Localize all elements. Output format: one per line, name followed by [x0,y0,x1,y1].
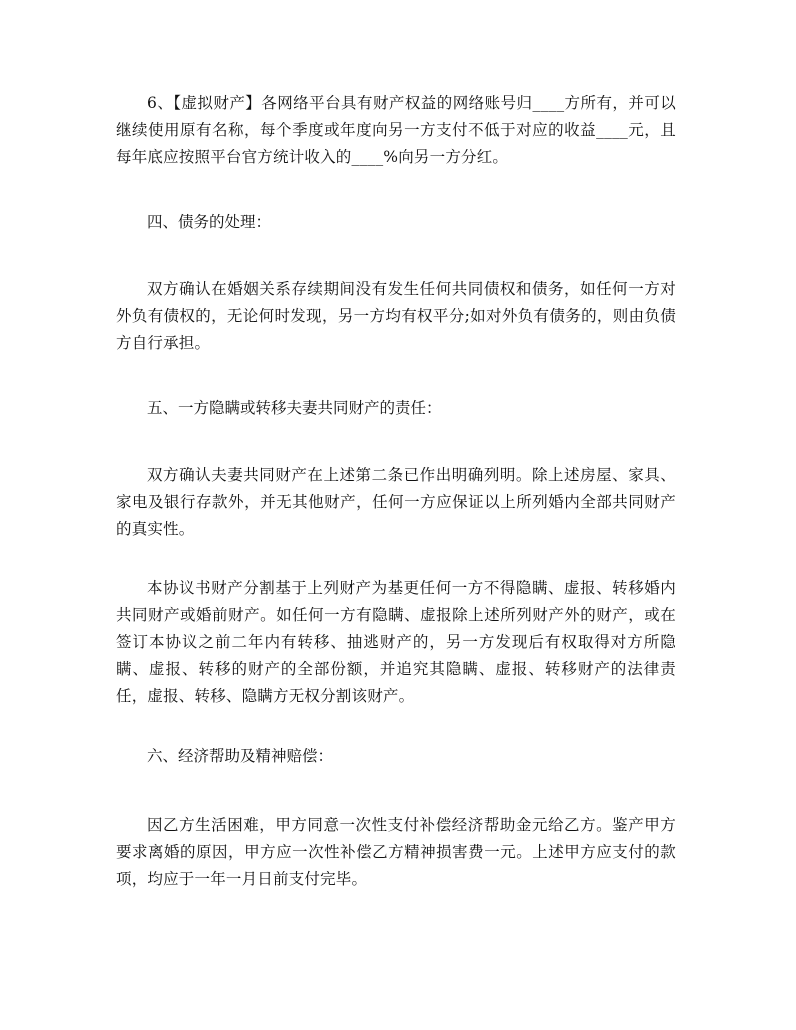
section-heading-debt: 四、债务的处理： [147,213,272,231]
paragraph-property-division-liability: 本协议书财产分割基于上列财产为基更任何一方不得隐瞒、虚报、转移婚内共同财产或婚前财产。如任何一方有隐瞒、虚报除上述所列财产外的财产，或在签订本协议之前二年内有转移、抽逃财产的，另一方发现后有权取得对方所隐瞒、虚报、转移的财产的全部份额，并追究其隐瞒、虚报、转移财产的法律责任，虚报、转移、隐瞒方无权分割该财产。 [116,579,676,705]
paragraph-economic-help: 因乙方生活困难，甲方同意一次性支付补偿经济帮助金元给乙方。鉴产甲方要求离婚的原因，甲方应一次性补偿乙方精神损害费一元。上述甲方应支付的款项，均应于一年一月日前支付完毕。 [116,816,676,888]
paragraph-debt-handling: 双方确认在婚姻关系存续期间没有发生任何共同债权和债务，如任何一方对外负有债权的，无论何时发现，另一方均有权平分;如对外负有债务的，则由负债方自行承担。 [116,280,676,352]
paragraph-joint-property-confirmation: 双方确认夫妻共同财产在上述第二条已作出明确列明。除上述房屋、家具、家电及银行存款外，并无其他财产，任何一方应保证以上所列婚内全部共同财产的真实性。 [116,466,676,538]
section-heading-compensation: 六、经济帮助及精神赔偿： [147,747,334,765]
paragraph-virtual-property: 6、【虚拟财产】各网络平台具有财产权益的网络账号归____方所有，并可以继续使用原有名称，每个季度或年度向另一方支付不低于对应的收益____元，且每年底应按照平台官方统计收入的____%向另一方分红。 [116,94,676,166]
section-heading-concealment: 五、一方隐瞒或转移夫妻共同财产的责任： [147,399,442,417]
